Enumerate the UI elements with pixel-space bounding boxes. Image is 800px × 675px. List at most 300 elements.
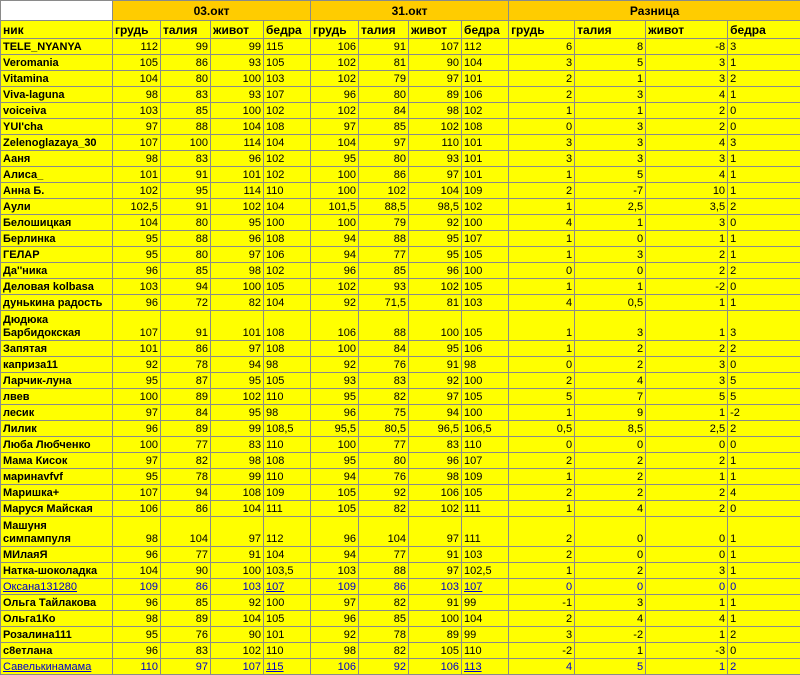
cell-hips-2: 100 — [462, 373, 509, 389]
cell-belly-2: 96 — [409, 453, 462, 469]
cell-hips-1: 112 — [264, 517, 311, 547]
cell-hips-diff: 0 — [728, 437, 800, 453]
nick-cell: Розалина111 — [1, 627, 113, 643]
cell-waist-diff: 1 — [575, 103, 646, 119]
cell-chest-1: 98 — [113, 611, 161, 627]
cell-waist-1: 89 — [161, 611, 211, 627]
cell-belly-2: 95 — [409, 231, 462, 247]
cell-chest-1: 97 — [113, 453, 161, 469]
header-hips-diff: бедра — [728, 21, 800, 39]
cell-waist-2: 93 — [359, 279, 409, 295]
cell-waist-2: 76 — [359, 469, 409, 485]
cell-waist-diff: 9 — [575, 405, 646, 421]
nick-link[interactable]: Савелькинамама — [1, 659, 113, 675]
cell-belly-diff: 5 — [646, 389, 728, 405]
header-chest-2: грудь — [311, 21, 359, 39]
cell-chest-2: 103 — [311, 563, 359, 579]
cell-hips-diff: 2 — [728, 71, 800, 87]
cell-waist-2: 85 — [359, 611, 409, 627]
cell-chest-1: 101 — [113, 341, 161, 357]
cell-chest-1: 97 — [113, 405, 161, 421]
cell-hips-2: 107 — [462, 453, 509, 469]
cell-waist-2: 79 — [359, 71, 409, 87]
cell-waist-1: 88 — [161, 231, 211, 247]
cell-belly-diff: 2 — [646, 263, 728, 279]
cell-waist-1: 83 — [161, 643, 211, 659]
cell-hips-diff: 3 — [728, 39, 800, 55]
cell-hips-diff: 1 — [728, 55, 800, 71]
cell-belly-1: 97 — [211, 247, 264, 263]
cell-waist-2: 82 — [359, 643, 409, 659]
cell-hips-2: 105 — [462, 311, 509, 341]
nick-cell: Лилик — [1, 421, 113, 437]
table-row — [1, 39, 800, 55]
cell-hips-diff: 1 — [728, 469, 800, 485]
cell-waist-1: 85 — [161, 103, 211, 119]
cell-belly-2: 102 — [409, 279, 462, 295]
cell-waist-1: 94 — [161, 279, 211, 295]
table-row — [1, 199, 800, 215]
cell-belly-2: 97 — [409, 167, 462, 183]
cell-waist-2: 80 — [359, 453, 409, 469]
cell-chest-diff: 4 — [509, 295, 575, 311]
cell-hips-1: 110 — [264, 437, 311, 453]
nick-cell: Ольга1Ко — [1, 611, 113, 627]
cell-hips-2: 106,5 — [462, 421, 509, 437]
cell-chest-2: 101,5 — [311, 199, 359, 215]
cell-hips-2: 110 — [462, 643, 509, 659]
cell-waist-diff: 3 — [575, 87, 646, 103]
cell-belly-2: 100 — [409, 311, 462, 341]
table-row — [1, 295, 800, 311]
cell-chest-2: 98 — [311, 643, 359, 659]
cell-belly-2: 105 — [409, 643, 462, 659]
cell-waist-1: 91 — [161, 199, 211, 215]
cell-chest-2: 109 — [311, 579, 359, 595]
cell-belly-2: 95 — [409, 341, 462, 357]
cell-chest-2: 97 — [311, 595, 359, 611]
cell-hips-1: 105 — [264, 279, 311, 295]
cell-chest-2: 100 — [311, 183, 359, 199]
cell-chest-diff: 1 — [509, 563, 575, 579]
cell-waist-2: 84 — [359, 103, 409, 119]
cell-chest-diff: 1 — [509, 501, 575, 517]
cell-chest-diff: 0 — [509, 579, 575, 595]
cell-chest-2: 94 — [311, 547, 359, 563]
cell-chest-diff: 3 — [509, 627, 575, 643]
cell-chest-1: 109 — [113, 579, 161, 595]
cell-belly-1: 114 — [211, 135, 264, 151]
cell-belly-2: 106 — [409, 485, 462, 501]
cell-belly-1: 108 — [211, 485, 264, 501]
cell-hips-1: 98 — [264, 357, 311, 373]
cell-waist-2: 78 — [359, 627, 409, 643]
nick-cell: voiceiva — [1, 103, 113, 119]
cell-belly-1: 91 — [211, 547, 264, 563]
cell-belly-diff: -8 — [646, 39, 728, 55]
cell-chest-2: 102 — [311, 71, 359, 87]
cell-belly-diff: 2 — [646, 103, 728, 119]
table-row — [1, 563, 800, 579]
cell-chest-diff: 2 — [509, 71, 575, 87]
cell-chest-diff: 1 — [509, 199, 575, 215]
cell-hips-2: 109 — [462, 183, 509, 199]
cell-waist-2: 83 — [359, 373, 409, 389]
cell-belly-2: 98 — [409, 469, 462, 485]
cell-hips-2: 102,5 — [462, 563, 509, 579]
cell-waist-1: 86 — [161, 501, 211, 517]
nick-link[interactable]: Оксана131280 — [1, 579, 113, 595]
cell-belly-2: 98,5 — [409, 199, 462, 215]
cell-belly-2: 102 — [409, 501, 462, 517]
cell-hips-1: 108 — [264, 119, 311, 135]
table-row — [1, 311, 800, 341]
cell-waist-diff: 1 — [575, 71, 646, 87]
cell-belly-2: 94 — [409, 405, 462, 421]
cell-waist-diff: 8,5 — [575, 421, 646, 437]
cell-chest-1: 104 — [113, 563, 161, 579]
cell-waist-1: 80 — [161, 71, 211, 87]
cell-hips-1: 109 — [264, 485, 311, 501]
cell-waist-2: 85 — [359, 119, 409, 135]
cell-chest-diff: 2 — [509, 485, 575, 501]
cell-waist-2: 75 — [359, 405, 409, 421]
cell-hips-diff: 2 — [728, 421, 800, 437]
nick-cell: Маруся Майская — [1, 501, 113, 517]
cell-chest-2: 106 — [311, 659, 359, 675]
cell-chest-2: 102 — [311, 55, 359, 71]
cell-hips-2: 113 — [462, 659, 509, 675]
header-belly-2: живот — [409, 21, 462, 39]
cell-chest-1: 110 — [113, 659, 161, 675]
cell-belly-1: 104 — [211, 119, 264, 135]
cell-hips-diff: -2 — [728, 405, 800, 421]
column-header-row — [1, 21, 800, 39]
cell-belly-diff: 4 — [646, 611, 728, 627]
cell-chest-2: 100 — [311, 341, 359, 357]
cell-waist-diff: 3 — [575, 135, 646, 151]
table-row — [1, 135, 800, 151]
nick-cell: дунькина радость — [1, 295, 113, 311]
nick-cell: TELE_NYANYA — [1, 39, 113, 55]
cell-belly-2: 92 — [409, 215, 462, 231]
cell-belly-diff: 3 — [646, 357, 728, 373]
header-belly-diff: живот — [646, 21, 728, 39]
cell-chest-diff: 1 — [509, 341, 575, 357]
cell-belly-2: 96 — [409, 263, 462, 279]
cell-hips-2: 101 — [462, 167, 509, 183]
cell-chest-1: 98 — [113, 517, 161, 547]
cell-waist-1: 94 — [161, 485, 211, 501]
cell-chest-diff: 2 — [509, 87, 575, 103]
cell-hips-diff: 0 — [728, 501, 800, 517]
cell-hips-diff: 5 — [728, 389, 800, 405]
cell-waist-2: 77 — [359, 547, 409, 563]
cell-belly-diff: 0 — [646, 517, 728, 547]
cell-belly-1: 99 — [211, 421, 264, 437]
cell-waist-diff: 2 — [575, 453, 646, 469]
cell-belly-2: 83 — [409, 437, 462, 453]
nick-cell: Viva-laguna — [1, 87, 113, 103]
cell-waist-diff: 0,5 — [575, 295, 646, 311]
cell-hips-1: 108 — [264, 311, 311, 341]
table-row — [1, 517, 800, 547]
cell-belly-diff: 0 — [646, 579, 728, 595]
cell-chest-1: 96 — [113, 547, 161, 563]
cell-hips-1: 115 — [264, 659, 311, 675]
cell-hips-1: 104 — [264, 199, 311, 215]
cell-waist-diff: 0 — [575, 437, 646, 453]
cell-chest-1: 95 — [113, 231, 161, 247]
cell-waist-diff: -7 — [575, 183, 646, 199]
cell-belly-diff: 2 — [646, 453, 728, 469]
cell-waist-2: 82 — [359, 389, 409, 405]
cell-belly-2: 97 — [409, 71, 462, 87]
cell-belly-1: 104 — [211, 501, 264, 517]
cell-hips-1: 107 — [264, 87, 311, 103]
cell-hips-diff: 0 — [728, 119, 800, 135]
cell-belly-2: 97 — [409, 563, 462, 579]
nick-cell: с8етлана — [1, 643, 113, 659]
cell-chest-diff: 1 — [509, 103, 575, 119]
nick-cell: Да''ника — [1, 263, 113, 279]
cell-belly-1: 100 — [211, 71, 264, 87]
cell-hips-1: 110 — [264, 183, 311, 199]
table-row — [1, 55, 800, 71]
cell-waist-1: 80 — [161, 215, 211, 231]
table-row — [1, 231, 800, 247]
cell-hips-diff: 0 — [728, 643, 800, 659]
cell-waist-diff: 2,5 — [575, 199, 646, 215]
group-header-row — [1, 1, 800, 21]
cell-belly-diff: 1 — [646, 295, 728, 311]
cell-chest-diff: 2 — [509, 453, 575, 469]
table-row — [1, 389, 800, 405]
cell-chest-1: 95 — [113, 627, 161, 643]
cell-chest-1: 103 — [113, 103, 161, 119]
cell-hips-2: 107 — [462, 579, 509, 595]
cell-chest-2: 95 — [311, 151, 359, 167]
cell-hips-diff: 3 — [728, 311, 800, 341]
cell-belly-1: 95 — [211, 215, 264, 231]
nick-cell: Белошицкая — [1, 215, 113, 231]
cell-hips-1: 103 — [264, 71, 311, 87]
header-waist-diff: талия — [575, 21, 646, 39]
cell-belly-2: 91 — [409, 357, 462, 373]
table-row — [1, 405, 800, 421]
cell-hips-2: 110 — [462, 437, 509, 453]
nick-cell: Zelenoglazaya_30 — [1, 135, 113, 151]
cell-belly-1: 102 — [211, 199, 264, 215]
nick-cell: Алиса_ — [1, 167, 113, 183]
cell-belly-diff: -2 — [646, 279, 728, 295]
cell-hips-diff: 0 — [728, 279, 800, 295]
cell-hips-diff: 0 — [728, 579, 800, 595]
cell-hips-1: 103,5 — [264, 563, 311, 579]
cell-chest-2: 96 — [311, 87, 359, 103]
cell-chest-2: 105 — [311, 501, 359, 517]
table-row — [1, 167, 800, 183]
cell-belly-2: 91 — [409, 547, 462, 563]
nick-cell: ГЕЛАР — [1, 247, 113, 263]
cell-hips-1: 108,5 — [264, 421, 311, 437]
cell-chest-diff: 0 — [509, 119, 575, 135]
table-row — [1, 103, 800, 119]
cell-waist-diff: 7 — [575, 389, 646, 405]
table-row — [1, 501, 800, 517]
cell-chest-diff: 1 — [509, 469, 575, 485]
cell-waist-2: 88 — [359, 231, 409, 247]
table-row — [1, 215, 800, 231]
cell-waist-diff: 5 — [575, 659, 646, 675]
cell-chest-diff: 2 — [509, 373, 575, 389]
cell-waist-1: 99 — [161, 39, 211, 55]
nick-cell: Мама Кисок — [1, 453, 113, 469]
header-nick: ник — [1, 21, 113, 39]
cell-waist-2: 91 — [359, 39, 409, 55]
cell-belly-1: 99 — [211, 39, 264, 55]
cell-belly-diff: 4 — [646, 167, 728, 183]
cell-chest-2: 102 — [311, 279, 359, 295]
cell-waist-1: 72 — [161, 295, 211, 311]
cell-hips-2: 105 — [462, 389, 509, 405]
cell-chest-diff: 3 — [509, 151, 575, 167]
cell-belly-2: 106 — [409, 659, 462, 675]
cell-belly-diff: 2 — [646, 501, 728, 517]
cell-hips-2: 107 — [462, 231, 509, 247]
cell-waist-1: 83 — [161, 87, 211, 103]
cell-belly-diff: 1 — [646, 311, 728, 341]
cell-hips-1: 108 — [264, 453, 311, 469]
cell-hips-diff: 0 — [728, 357, 800, 373]
cell-hips-2: 104 — [462, 55, 509, 71]
table-row — [1, 627, 800, 643]
table-row — [1, 485, 800, 501]
header-waist-1: талия — [161, 21, 211, 39]
cell-chest-2: 95,5 — [311, 421, 359, 437]
cell-hips-2: 109 — [462, 469, 509, 485]
table-row — [1, 579, 800, 595]
cell-waist-diff: 2 — [575, 563, 646, 579]
cell-hips-1: 102 — [264, 103, 311, 119]
group-date2: 31.окт — [311, 1, 509, 21]
cell-belly-1: 99 — [211, 469, 264, 485]
cell-hips-diff: 4 — [728, 485, 800, 501]
cell-waist-1: 95 — [161, 183, 211, 199]
cell-waist-2: 77 — [359, 247, 409, 263]
cell-waist-diff: 3 — [575, 311, 646, 341]
cell-hips-2: 111 — [462, 517, 509, 547]
cell-belly-diff: 1 — [646, 595, 728, 611]
table-row — [1, 421, 800, 437]
table-row — [1, 71, 800, 87]
cell-hips-1: 115 — [264, 39, 311, 55]
cell-chest-2: 93 — [311, 373, 359, 389]
cell-belly-1: 114 — [211, 183, 264, 199]
nick-cell: Берлинка — [1, 231, 113, 247]
cell-belly-1: 92 — [211, 595, 264, 611]
cell-belly-1: 90 — [211, 627, 264, 643]
cell-belly-2: 95 — [409, 247, 462, 263]
nick-cell: маринаvfvf — [1, 469, 113, 485]
cell-hips-1: 107 — [264, 579, 311, 595]
cell-belly-1: 100 — [211, 279, 264, 295]
cell-waist-1: 83 — [161, 151, 211, 167]
cell-belly-1: 101 — [211, 167, 264, 183]
cell-chest-diff: 1 — [509, 279, 575, 295]
cell-belly-diff: 3 — [646, 55, 728, 71]
cell-chest-diff: 2 — [509, 547, 575, 563]
cell-belly-2: 89 — [409, 627, 462, 643]
group-date1: 03.окт — [113, 1, 311, 21]
cell-belly-2: 100 — [409, 611, 462, 627]
cell-belly-diff: -3 — [646, 643, 728, 659]
table-row — [1, 595, 800, 611]
cell-belly-1: 100 — [211, 103, 264, 119]
cell-belly-2: 98 — [409, 103, 462, 119]
cell-belly-diff: 4 — [646, 87, 728, 103]
cell-chest-1: 107 — [113, 135, 161, 151]
cell-waist-diff: 3 — [575, 595, 646, 611]
cell-hips-2: 101 — [462, 151, 509, 167]
cell-hips-1: 105 — [264, 373, 311, 389]
table-row — [1, 87, 800, 103]
cell-hips-diff: 1 — [728, 183, 800, 199]
cell-hips-1: 104 — [264, 547, 311, 563]
cell-chest-1: 98 — [113, 151, 161, 167]
cell-chest-2: 96 — [311, 405, 359, 421]
table-row — [1, 151, 800, 167]
nick-cell: Анна Б. — [1, 183, 113, 199]
table-row — [1, 263, 800, 279]
nick-cell: Vitamina — [1, 71, 113, 87]
cell-hips-2: 101 — [462, 135, 509, 151]
cell-waist-2: 84 — [359, 341, 409, 357]
cell-chest-diff: 1 — [509, 231, 575, 247]
cell-chest-diff: 6 — [509, 39, 575, 55]
cell-waist-2: 88 — [359, 311, 409, 341]
cell-belly-1: 100 — [211, 563, 264, 579]
cell-belly-2: 102 — [409, 119, 462, 135]
table-row — [1, 183, 800, 199]
cell-chest-1: 98 — [113, 87, 161, 103]
nick-cell: Дюдюка Барбидокская — [1, 311, 113, 341]
cell-waist-diff: 2 — [575, 341, 646, 357]
cell-waist-2: 80 — [359, 151, 409, 167]
cell-hips-diff: 1 — [728, 247, 800, 263]
cell-hips-2: 106 — [462, 87, 509, 103]
cell-chest-1: 102 — [113, 183, 161, 199]
cell-waist-1: 104 — [161, 517, 211, 547]
cell-waist-diff: 2 — [575, 469, 646, 485]
cell-belly-2: 91 — [409, 595, 462, 611]
cell-belly-1: 98 — [211, 263, 264, 279]
corner-cell — [1, 1, 113, 21]
cell-hips-2: 112 — [462, 39, 509, 55]
cell-chest-diff: 1 — [509, 167, 575, 183]
cell-waist-1: 91 — [161, 311, 211, 341]
cell-belly-1: 96 — [211, 231, 264, 247]
cell-belly-1: 103 — [211, 579, 264, 595]
cell-belly-2: 107 — [409, 39, 462, 55]
cell-hips-2: 99 — [462, 595, 509, 611]
cell-chest-2: 95 — [311, 453, 359, 469]
header-hips-2: бедра — [462, 21, 509, 39]
cell-belly-1: 107 — [211, 659, 264, 675]
cell-hips-diff: 1 — [728, 151, 800, 167]
cell-belly-1: 97 — [211, 341, 264, 357]
cell-belly-1: 93 — [211, 87, 264, 103]
